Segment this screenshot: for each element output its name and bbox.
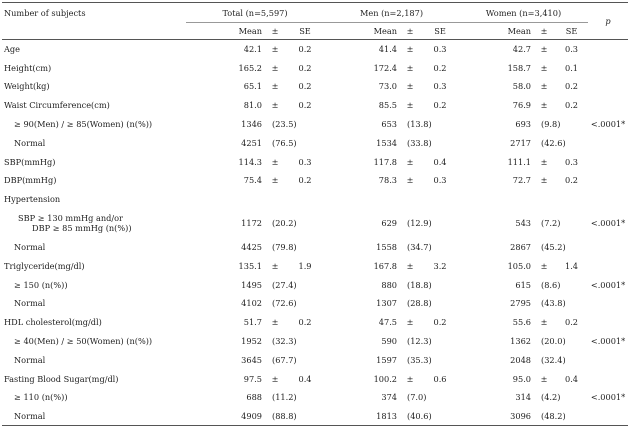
cell-t-0: 51.7	[243, 317, 262, 328]
cell-m-0: 172.4	[373, 62, 398, 73]
p-value	[588, 350, 628, 369]
cell-m-1: ±	[406, 100, 414, 111]
table-row	[2, 190, 628, 209]
cell-w-0: 615	[515, 279, 532, 290]
cell-m-0: 653	[381, 119, 398, 130]
cell-m-1	[399, 190, 421, 209]
cell-w-2: 0.2	[565, 81, 579, 92]
cell-t-1	[264, 190, 286, 209]
table-row	[2, 256, 628, 275]
table-row	[2, 275, 628, 294]
cell-w-0	[459, 190, 533, 209]
header-men-pm: ±	[399, 23, 421, 40]
row-label: ≥ 110 (n(%))	[14, 392, 68, 403]
cell-t-1: ±	[271, 44, 279, 55]
cell-w-1: ±	[540, 156, 548, 167]
table-body	[2, 40, 628, 426]
row-label: ≥ 40(Men) / ≥ 50(Women) (n(%))	[14, 336, 153, 347]
table-row	[2, 238, 628, 257]
cell-t-1: ±	[271, 100, 279, 111]
cell-w-0: 3096	[459, 407, 533, 426]
cell-m-1: ±	[406, 373, 414, 384]
header-blank	[2, 23, 186, 40]
cell-w-0: 2795	[510, 298, 532, 309]
table-row	[2, 369, 628, 388]
cell-w-0: 72.7	[512, 175, 532, 186]
cell-m-0: 1558	[376, 242, 398, 253]
cell-t-0: 1346	[241, 119, 262, 130]
row-label: Normal	[14, 137, 46, 148]
cell-t-1: (79.8)	[272, 242, 297, 253]
header-women-mean: Mean	[459, 23, 533, 40]
cell-m-0: 73.0	[378, 81, 398, 92]
p-value	[588, 369, 628, 388]
cell-w-0: 42.7	[512, 44, 532, 55]
cell-w-2: 0.1	[565, 62, 579, 73]
cell-t-1: ±	[271, 62, 279, 73]
cell-w-0: 2717	[510, 137, 532, 148]
row-label: Normal	[2, 407, 186, 426]
cell-t-1: (88.8)	[264, 407, 324, 426]
cell-m-1: (40.6)	[399, 407, 459, 426]
table-row	[2, 332, 628, 351]
cell-m-1: (34.7)	[407, 242, 432, 253]
cell-m-0: 629	[381, 218, 398, 229]
cell-t-1: (11.2)	[272, 392, 297, 403]
cell-m-1: ±	[406, 317, 414, 328]
cell-w-1	[533, 190, 555, 209]
row-label: HDL cholesterol(mg/dl)	[4, 317, 102, 328]
table-row	[2, 58, 628, 77]
cell-m-2	[421, 190, 459, 209]
table-row	[2, 152, 628, 171]
p-value	[588, 58, 628, 77]
cell-w-0: 105.0	[507, 260, 532, 271]
cell-t-0: 135.1	[238, 260, 262, 271]
cell-t-0: 4425	[241, 242, 262, 253]
table-row	[2, 209, 628, 238]
cell-t-1: ±	[271, 175, 279, 186]
cell-t-1: (23.5)	[272, 119, 297, 130]
cell-t-0: 4102	[241, 298, 262, 309]
row-label: Triglyceride(mg/dl)	[4, 260, 85, 271]
cell-w-1: ±	[540, 373, 548, 384]
cell-m-0: 1813	[324, 407, 399, 426]
row-label: Waist Circumference(cm)	[4, 100, 110, 111]
cell-t-1: (27.4)	[272, 279, 297, 290]
cell-w-0: 543	[515, 218, 532, 229]
cell-w-2: 0.2	[565, 317, 579, 328]
table-row	[2, 388, 628, 407]
header-total-se: SE	[286, 23, 324, 40]
p-value	[588, 294, 628, 313]
table-row	[2, 115, 628, 134]
cell-t-0: 688	[246, 392, 262, 403]
row-label: Age	[4, 44, 20, 55]
p-value	[588, 77, 628, 96]
cell-t-2: 0.2	[298, 44, 312, 55]
cell-t-0: 165.2	[238, 62, 262, 73]
cell-m-1: (12.3)	[407, 336, 432, 347]
cell-m-2: 0.2	[433, 317, 447, 328]
table-row	[2, 171, 628, 190]
cell-t-0: 97.5	[243, 373, 262, 384]
row-label: Weight(kg)	[4, 81, 50, 92]
cell-w-1: (43.8)	[541, 298, 566, 309]
table-row	[2, 96, 628, 115]
cell-t-0: 114.3	[238, 156, 262, 167]
cell-t-1: ±	[271, 260, 279, 271]
cell-t-0: 4909	[186, 407, 264, 426]
p-value: <.0001*	[590, 119, 626, 130]
cell-m-0: 100.2	[373, 373, 398, 384]
cell-m-0: 78.3	[378, 175, 398, 186]
cell-m-1: (12.9)	[407, 218, 432, 229]
header-men-se: SE	[421, 23, 459, 40]
cell-w-0: 693	[515, 119, 532, 130]
cell-m-0: 1534	[376, 137, 398, 148]
row-label: Height(cm)	[4, 62, 52, 73]
cell-t-0: 42.1	[243, 44, 262, 55]
cell-t-2: 0.3	[298, 156, 312, 167]
row-label: Fasting Blood Sugar(mg/dl)	[4, 373, 119, 384]
cell-m-1: (28.8)	[407, 298, 432, 309]
row-label: ≥ 150 (n(%))	[14, 279, 68, 290]
row-label	[2, 209, 186, 238]
table-row	[2, 77, 628, 96]
p-value	[588, 256, 628, 275]
p-value	[588, 238, 628, 257]
header-women-pm: ±	[533, 23, 555, 40]
p-value: <.0001*	[590, 336, 626, 347]
cell-m-1: (13.8)	[407, 119, 432, 130]
cell-w-0: 314	[515, 392, 532, 403]
row-label-line1: SBP ≥ 130 mmHg and/or	[18, 213, 123, 224]
cell-w-1: (9.8)	[541, 119, 561, 130]
table-row	[2, 40, 628, 59]
cell-m-0: 117.8	[373, 156, 398, 167]
cell-m-0: 374	[381, 392, 398, 403]
cell-m-2: 0.3	[433, 81, 447, 92]
table-row	[2, 133, 628, 152]
cell-t-0: 1172	[241, 218, 262, 229]
cell-t-1: (72.6)	[272, 298, 297, 309]
header-row-groups	[2, 3, 628, 23]
cell-w-2: 1.4	[565, 260, 579, 271]
cell-t-2: 0.2	[298, 317, 312, 328]
row-label: Hypertension	[4, 194, 61, 205]
cell-t-1: ±	[271, 81, 279, 92]
cell-m-1: ±	[406, 81, 414, 92]
cell-w-0: 76.9	[512, 100, 532, 111]
cell-t-2: 0.2	[298, 81, 312, 92]
cell-t-1: (67.7)	[272, 354, 297, 365]
cell-m-2: 0.3	[433, 44, 447, 55]
cell-t-2: 0.2	[298, 62, 312, 73]
cell-w-0: 1362	[510, 336, 532, 347]
cell-t-2: 1.9	[298, 260, 312, 271]
cell-w-1: ±	[540, 44, 548, 55]
p-value	[588, 313, 628, 332]
cell-m-0: 85.5	[378, 100, 398, 111]
cell-m-0: 41.4	[378, 44, 398, 55]
header-women: Women (n=3,410)	[459, 3, 588, 23]
cell-m-1: ±	[406, 62, 414, 73]
row-label: ≥ 90(Men) / ≥ 85(Women) (n(%))	[14, 119, 153, 130]
cell-t-1: ±	[271, 156, 279, 167]
header-total-mean: Mean	[186, 23, 264, 40]
p-value: <.0001*	[590, 392, 626, 403]
cell-w-1: (7.2)	[541, 218, 561, 229]
cell-w-0: 111.1	[507, 156, 532, 167]
cell-m-1: (7.0)	[407, 392, 427, 403]
cell-w-2: 0.2	[565, 175, 579, 186]
cell-m-1: (33.8)	[407, 137, 432, 148]
cell-w-2: 0.3	[565, 156, 579, 167]
cell-t-0: 1952	[241, 336, 262, 347]
cell-w-1: ±	[540, 260, 548, 271]
cell-w-2: 0.4	[565, 373, 579, 384]
cell-w-0: 58.0	[512, 81, 532, 92]
cell-t-2	[286, 190, 324, 209]
cell-w-1: (48.2)	[533, 407, 588, 426]
cell-m-0: 1597	[376, 354, 398, 365]
header-total-pm: ±	[264, 23, 286, 40]
characteristics-table	[2, 2, 628, 426]
cell-t-2: 0.2	[298, 175, 312, 186]
cell-w-1: (45.2)	[541, 242, 566, 253]
cell-w-0: 55.6	[512, 317, 532, 328]
p-value	[588, 171, 628, 190]
row-label: Normal	[14, 298, 46, 309]
table-row	[2, 313, 628, 332]
table-row	[2, 350, 628, 369]
cell-m-2: 3.2	[433, 260, 447, 271]
row-label-line2: DBP ≥ 85 mmHg (n(%))	[32, 223, 132, 234]
cell-t-1: (20.2)	[272, 218, 297, 229]
cell-m-1: (35.3)	[407, 354, 432, 365]
p-value	[588, 133, 628, 152]
cell-w-0: 158.7	[507, 62, 532, 73]
cell-t-0: 3645	[241, 354, 262, 365]
header-men: Men (n=2,187)	[324, 3, 459, 23]
header-women-se: SE	[555, 23, 588, 40]
cell-t-2: 0.2	[298, 100, 312, 111]
cell-w-2: 0.3	[565, 44, 579, 55]
cell-m-1: ±	[406, 175, 414, 186]
p-value	[588, 96, 628, 115]
header-p: p	[588, 3, 628, 40]
cell-m-1: (18.8)	[407, 279, 432, 290]
cell-t-1: ±	[271, 373, 279, 384]
cell-w-1: ±	[540, 81, 548, 92]
cell-m-1: ±	[406, 156, 414, 167]
cell-w-1: (4.2)	[541, 392, 561, 403]
cell-w-1: ±	[540, 62, 548, 73]
row-label: SBP(mmHg)	[4, 156, 56, 167]
p-value	[588, 152, 628, 171]
cell-t-1: (32.3)	[272, 336, 297, 347]
cell-t-0: 65.1	[243, 81, 262, 92]
cell-t-0: 1495	[241, 279, 262, 290]
header-subjects: Number of subjects	[2, 3, 186, 23]
header-men-mean: Mean	[324, 23, 399, 40]
cell-t-0	[186, 190, 264, 209]
cell-m-0: 167.8	[373, 260, 398, 271]
p-value	[588, 40, 628, 59]
cell-t-0: 4251	[241, 137, 262, 148]
cell-m-0: 880	[381, 279, 398, 290]
cell-w-1: (8.6)	[541, 279, 561, 290]
cell-m-2: 0.3	[433, 175, 447, 186]
row-label: Normal	[14, 242, 46, 253]
cell-w-2	[555, 190, 588, 209]
cell-w-1: ±	[540, 100, 548, 111]
cell-m-0	[324, 190, 399, 209]
cell-t-1: ±	[271, 317, 279, 328]
cell-m-0: 47.5	[378, 317, 398, 328]
cell-m-0: 590	[381, 336, 398, 347]
cell-m-1: ±	[406, 44, 414, 55]
cell-t-1: (76.5)	[272, 137, 297, 148]
p-value: <.0001*	[590, 279, 626, 290]
cell-w-1: ±	[540, 317, 548, 328]
cell-w-0: 95.0	[512, 373, 532, 384]
cell-t-0: 75.4	[243, 175, 262, 186]
header-row-stats	[2, 23, 628, 40]
cell-w-1: ±	[540, 175, 548, 186]
cell-m-1: ±	[406, 260, 414, 271]
cell-m-0: 1307	[376, 298, 398, 309]
row-label: Normal	[14, 354, 46, 365]
p-value	[588, 190, 628, 209]
cell-w-2: 0.2	[565, 100, 579, 111]
row-label: DBP(mmHg)	[4, 175, 57, 186]
table-row	[2, 294, 628, 313]
cell-w-1: (20.0)	[541, 336, 566, 347]
cell-w-0: 2867	[510, 242, 532, 253]
cell-m-2: 0.2	[433, 62, 447, 73]
cell-w-1: (32.4)	[541, 354, 566, 365]
p-value: <.0001*	[590, 218, 626, 229]
header-total: Total (n=5,597)	[186, 3, 324, 23]
cell-w-0: 2048	[510, 354, 532, 365]
cell-m-2: 0.4	[433, 156, 447, 167]
cell-t-2: 0.4	[298, 373, 312, 384]
cell-t-0: 81.0	[243, 100, 262, 111]
cell-w-1: (42.6)	[541, 137, 566, 148]
cell-m-2: 0.2	[433, 100, 447, 111]
cell-m-2: 0.6	[433, 373, 447, 384]
